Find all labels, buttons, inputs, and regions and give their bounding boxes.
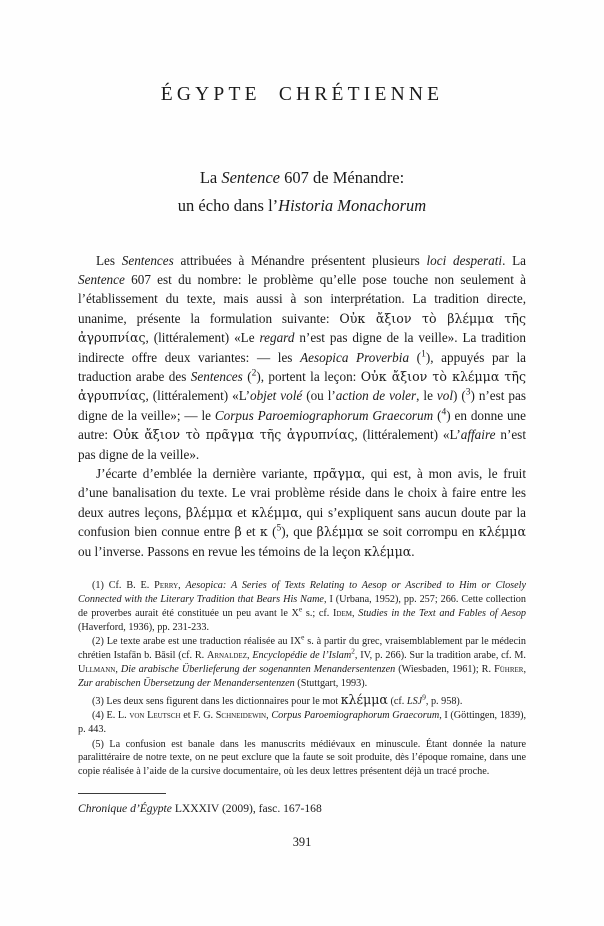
article-title-line-1: [78, 164, 526, 192]
journal-issue: LXXXIV (2009), fasc. 167-168: [171, 802, 322, 816]
journal-name: Chronique d’Égypte: [78, 802, 172, 816]
footer-rule: [78, 793, 166, 794]
title-prefix-2: un écho dans l’: [177, 196, 279, 216]
title-italic-1: Sentence: [221, 168, 280, 187]
page-content: [78, 84, 526, 850]
title-italic-2: Historia Monachorum: [278, 196, 427, 216]
journal-reference: [78, 802, 526, 815]
title-prefix-1: La: [199, 168, 222, 187]
footnote-1: (1) Cf. B. E. Perry, Aesopica: A Series of Texts Relating to Aesop or Ascribed to Him or Closely Connected with the Literary Tradition that Bears His Name, I (Urbana, 1952), pp. 257; 266. Cette collection de proverbes aurait été constituée un peu avant le Xe s.; cf. Idem, Studies in the Text and Fables of Aesop (Haverford, 1936), pp. 231-233.: [78, 579, 527, 633]
footnote-2: (2) Le texte arabe est une traduction réalisée au IXe s. à partir du grec, vraisemblablement par le médecin chrétien Istafān b. Bāsil (cf. R. Arnaldez, Encyclopédie de l’Islam$^2$, IV, p. 266). Sur la tradition arabe, cf. M. Ullmann, Die arabische Überlieferung der sogenannten Menandersentenzen (Wiesbaden, 1961); R. Führer, Zur arabischen Übersetzung der Menandersentenzen (Stuttgart, 1993).: [78, 632, 526, 689]
footnotes: [78, 579, 526, 779]
running-head: ÉGYPTE CHRÉTIENNE: [160, 84, 444, 105]
body-paragraph-1: Les Sentences attribuées à Ménandre présentent plusieurs loci desperati. La Sentence 607 est du nombre: le problème qu’elle pose touche non seulement à l’établissement du texte, mais aussi à son interprétation. La tradition directe, unanime, présente la formulation suivante: Οὐκ ἄξιον τὸ βλέμμα τῆς ἀγρυπνίας, (littéralement) «Le regard n’est pas digne de la veille». La tradition indirecte offre deux variantes: — les Aesopica Proverbia ($^1$), appuyés par la traduction arabe des Sentences ($^2$), portent la leçon: Οὐκ ἄξιον τὸ κλέμμα τῆς ἀγρυπνίας, (littéralement) «L’objet volé (ou l’action de voler, le vol) ($^3$) n’est pas digne de la veille»; — le Corpus Paroemiographorum Graecorum ($^4$) en donne une autre: Οὐκ ἄξιον τὸ πρᾶγμα τῆς ἀγρυπνίας, (littéralement) «L’affaire n’est pas digne de la veille».: [78, 252, 526, 462]
article-title-line-2: [78, 192, 526, 220]
page-number: 391: [292, 835, 312, 850]
article-title: [78, 164, 526, 221]
body-paragraph-2: J’écarte d’emblée la dernière variante, πρᾶγμα, qui est, à mon avis, le fruit d’une banalisation du texte. Le vrai problème réside dans le choix à faire entre les deux autres leçons, βλέμμα et κλέμμα, qui s’expliquent sans aucun doute par la confusion bien connue entre β et κ ($^5$), que βλέμμα se soit corrompu en κλέμμα ou l’inverse. Passons en revue les témoins de la leçon κλέμμα.: [78, 465, 527, 559]
footnote-4: (4) E. L. von Leutsch et F. G. Schneidewin, Corpus Paroemiographorum Graecorum, I (Göttingen, 1839), p. 443.: [78, 710, 527, 736]
title-suffix-1: 607 de Ménandre:: [280, 168, 405, 187]
footnote-3: (3) Les deux sens figurent dans les dictionnaires pour le mot κλέμμα (cf. LSJ$^9$, p. 958).: [92, 691, 463, 707]
footnote-5: (5) La confusion est banale dans les manuscrits médiévaux en minuscule. Étant donnée la nature paralittéraire de notre texte, on ne peut exclure que la faute se soit produite, dès l’époque romaine, dans une copie réalisée à l’aide de la cursive documentaire, où les deux lettres présentent déjà un tracé proche.: [78, 738, 526, 778]
